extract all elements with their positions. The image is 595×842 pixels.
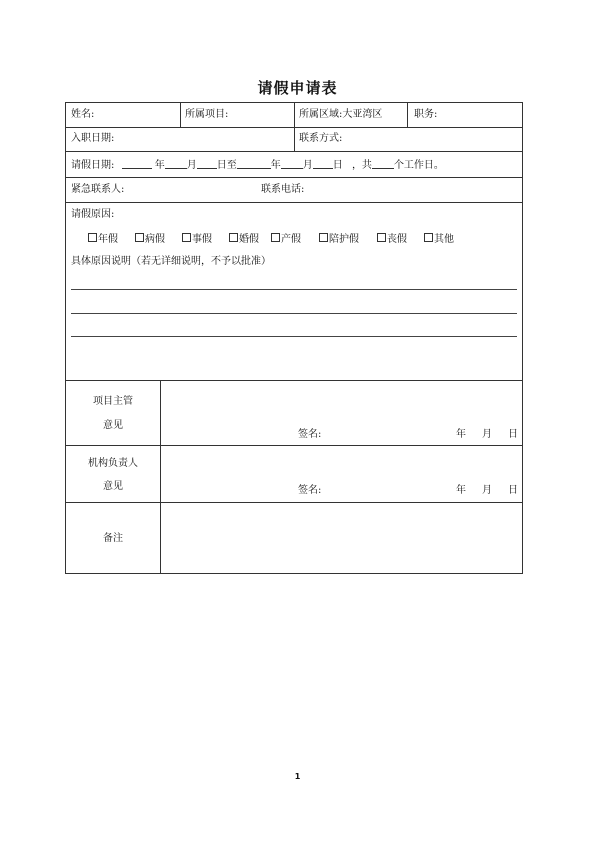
phone-label: 联系电话: bbox=[261, 184, 305, 195]
row-divider bbox=[66, 445, 522, 446]
region-label: 所属区域: bbox=[299, 109, 343, 120]
option-label: 产假 bbox=[281, 234, 301, 245]
reason-option-marriage[interactable] bbox=[229, 233, 259, 246]
reason-detail-line[interactable] bbox=[71, 336, 517, 337]
month-label: 月 bbox=[482, 485, 492, 496]
emergency-contact-label: 紧急联系人: bbox=[71, 184, 125, 195]
form-title: 请假申请表 bbox=[257, 79, 338, 97]
reason-option-bereavement[interactable] bbox=[377, 233, 407, 246]
row-divider bbox=[66, 502, 522, 503]
org-head-label: 机构负责人 bbox=[88, 458, 138, 469]
page-number: 1 bbox=[294, 772, 301, 781]
checkbox[interactable] bbox=[424, 233, 433, 242]
option-label: 病假 bbox=[145, 234, 165, 245]
reason-detail-line[interactable] bbox=[71, 313, 517, 314]
year-label: 年 bbox=[456, 485, 466, 496]
option-label: 婚假 bbox=[239, 234, 259, 245]
row-divider bbox=[66, 151, 522, 152]
day-label: 日 bbox=[508, 485, 518, 496]
leave-date-label: 请假日期: bbox=[71, 160, 115, 171]
checkbox[interactable] bbox=[229, 233, 238, 242]
reason-option-sick[interactable] bbox=[135, 233, 165, 246]
reason-label: 请假原因: bbox=[71, 209, 115, 220]
region-value: 大亚湾区 bbox=[342, 109, 383, 120]
col-divider bbox=[294, 103, 295, 151]
checkbox[interactable] bbox=[377, 233, 386, 242]
start-day-blank[interactable] bbox=[197, 158, 217, 169]
supervisor-date bbox=[456, 429, 518, 441]
region-field bbox=[299, 109, 382, 121]
end-year-blank[interactable] bbox=[237, 158, 271, 169]
reason-option-maternity[interactable] bbox=[271, 233, 301, 246]
supervisor-label-sub: 意见 bbox=[103, 420, 123, 431]
day-to-label: 日至 bbox=[216, 160, 237, 171]
row-divider bbox=[66, 202, 522, 203]
contact-label: 联系方式: bbox=[299, 133, 343, 144]
reason-detail-line[interactable] bbox=[71, 289, 517, 290]
supervisor-label: 项目主管 bbox=[93, 396, 133, 407]
row-divider bbox=[66, 380, 522, 381]
col-divider bbox=[180, 103, 181, 127]
reason-option-other[interactable] bbox=[424, 233, 454, 246]
leave-application-form bbox=[65, 102, 523, 574]
checkbox[interactable] bbox=[135, 233, 144, 242]
year-label: 年 bbox=[270, 160, 281, 171]
reason-option-personal[interactable] bbox=[182, 233, 212, 246]
year-label: 年 bbox=[154, 160, 165, 171]
total-prefix: ，共 bbox=[351, 160, 372, 171]
day-label: 日 bbox=[332, 160, 343, 171]
hire-date-label: 入职日期: bbox=[71, 133, 115, 144]
project-label: 所属项目: bbox=[185, 109, 229, 120]
end-month-blank[interactable] bbox=[281, 158, 303, 169]
leave-date-line bbox=[71, 158, 444, 172]
total-days-blank[interactable] bbox=[372, 158, 394, 169]
reason-option-caregiver[interactable] bbox=[319, 233, 359, 246]
option-label: 陪护假 bbox=[329, 234, 359, 245]
day-label: 日 bbox=[508, 429, 518, 440]
month-label: 月 bbox=[302, 160, 313, 171]
month-label: 月 bbox=[482, 429, 492, 440]
org-head-signature-label: 签名: bbox=[298, 485, 322, 496]
col-divider bbox=[160, 380, 161, 574]
checkbox[interactable] bbox=[319, 233, 328, 242]
org-head-date bbox=[456, 485, 518, 497]
option-label: 事假 bbox=[192, 234, 212, 245]
option-label: 其他 bbox=[434, 234, 454, 245]
org-head-label-sub: 意见 bbox=[103, 481, 123, 492]
reason-detail-label: 具体原因说明（若无详细说明，不予以批准） bbox=[71, 256, 271, 267]
reason-option-annual[interactable] bbox=[88, 233, 118, 246]
checkbox[interactable] bbox=[182, 233, 191, 242]
end-day-blank[interactable] bbox=[313, 158, 333, 169]
row-divider bbox=[66, 177, 522, 178]
month-label: 月 bbox=[186, 160, 197, 171]
start-month-blank[interactable] bbox=[165, 158, 187, 169]
checkbox[interactable] bbox=[88, 233, 97, 242]
position-label: 职务: bbox=[414, 109, 438, 120]
remarks-label: 备注 bbox=[103, 533, 123, 544]
start-year-blank[interactable] bbox=[122, 158, 152, 169]
col-divider bbox=[407, 103, 408, 127]
supervisor-signature-label: 签名: bbox=[298, 429, 322, 440]
option-label: 年假 bbox=[98, 234, 118, 245]
name-label: 姓名: bbox=[71, 109, 95, 120]
option-label: 丧假 bbox=[387, 234, 407, 245]
year-label: 年 bbox=[456, 429, 466, 440]
total-suffix: 个工作日。 bbox=[393, 160, 444, 171]
checkbox[interactable] bbox=[271, 233, 280, 242]
